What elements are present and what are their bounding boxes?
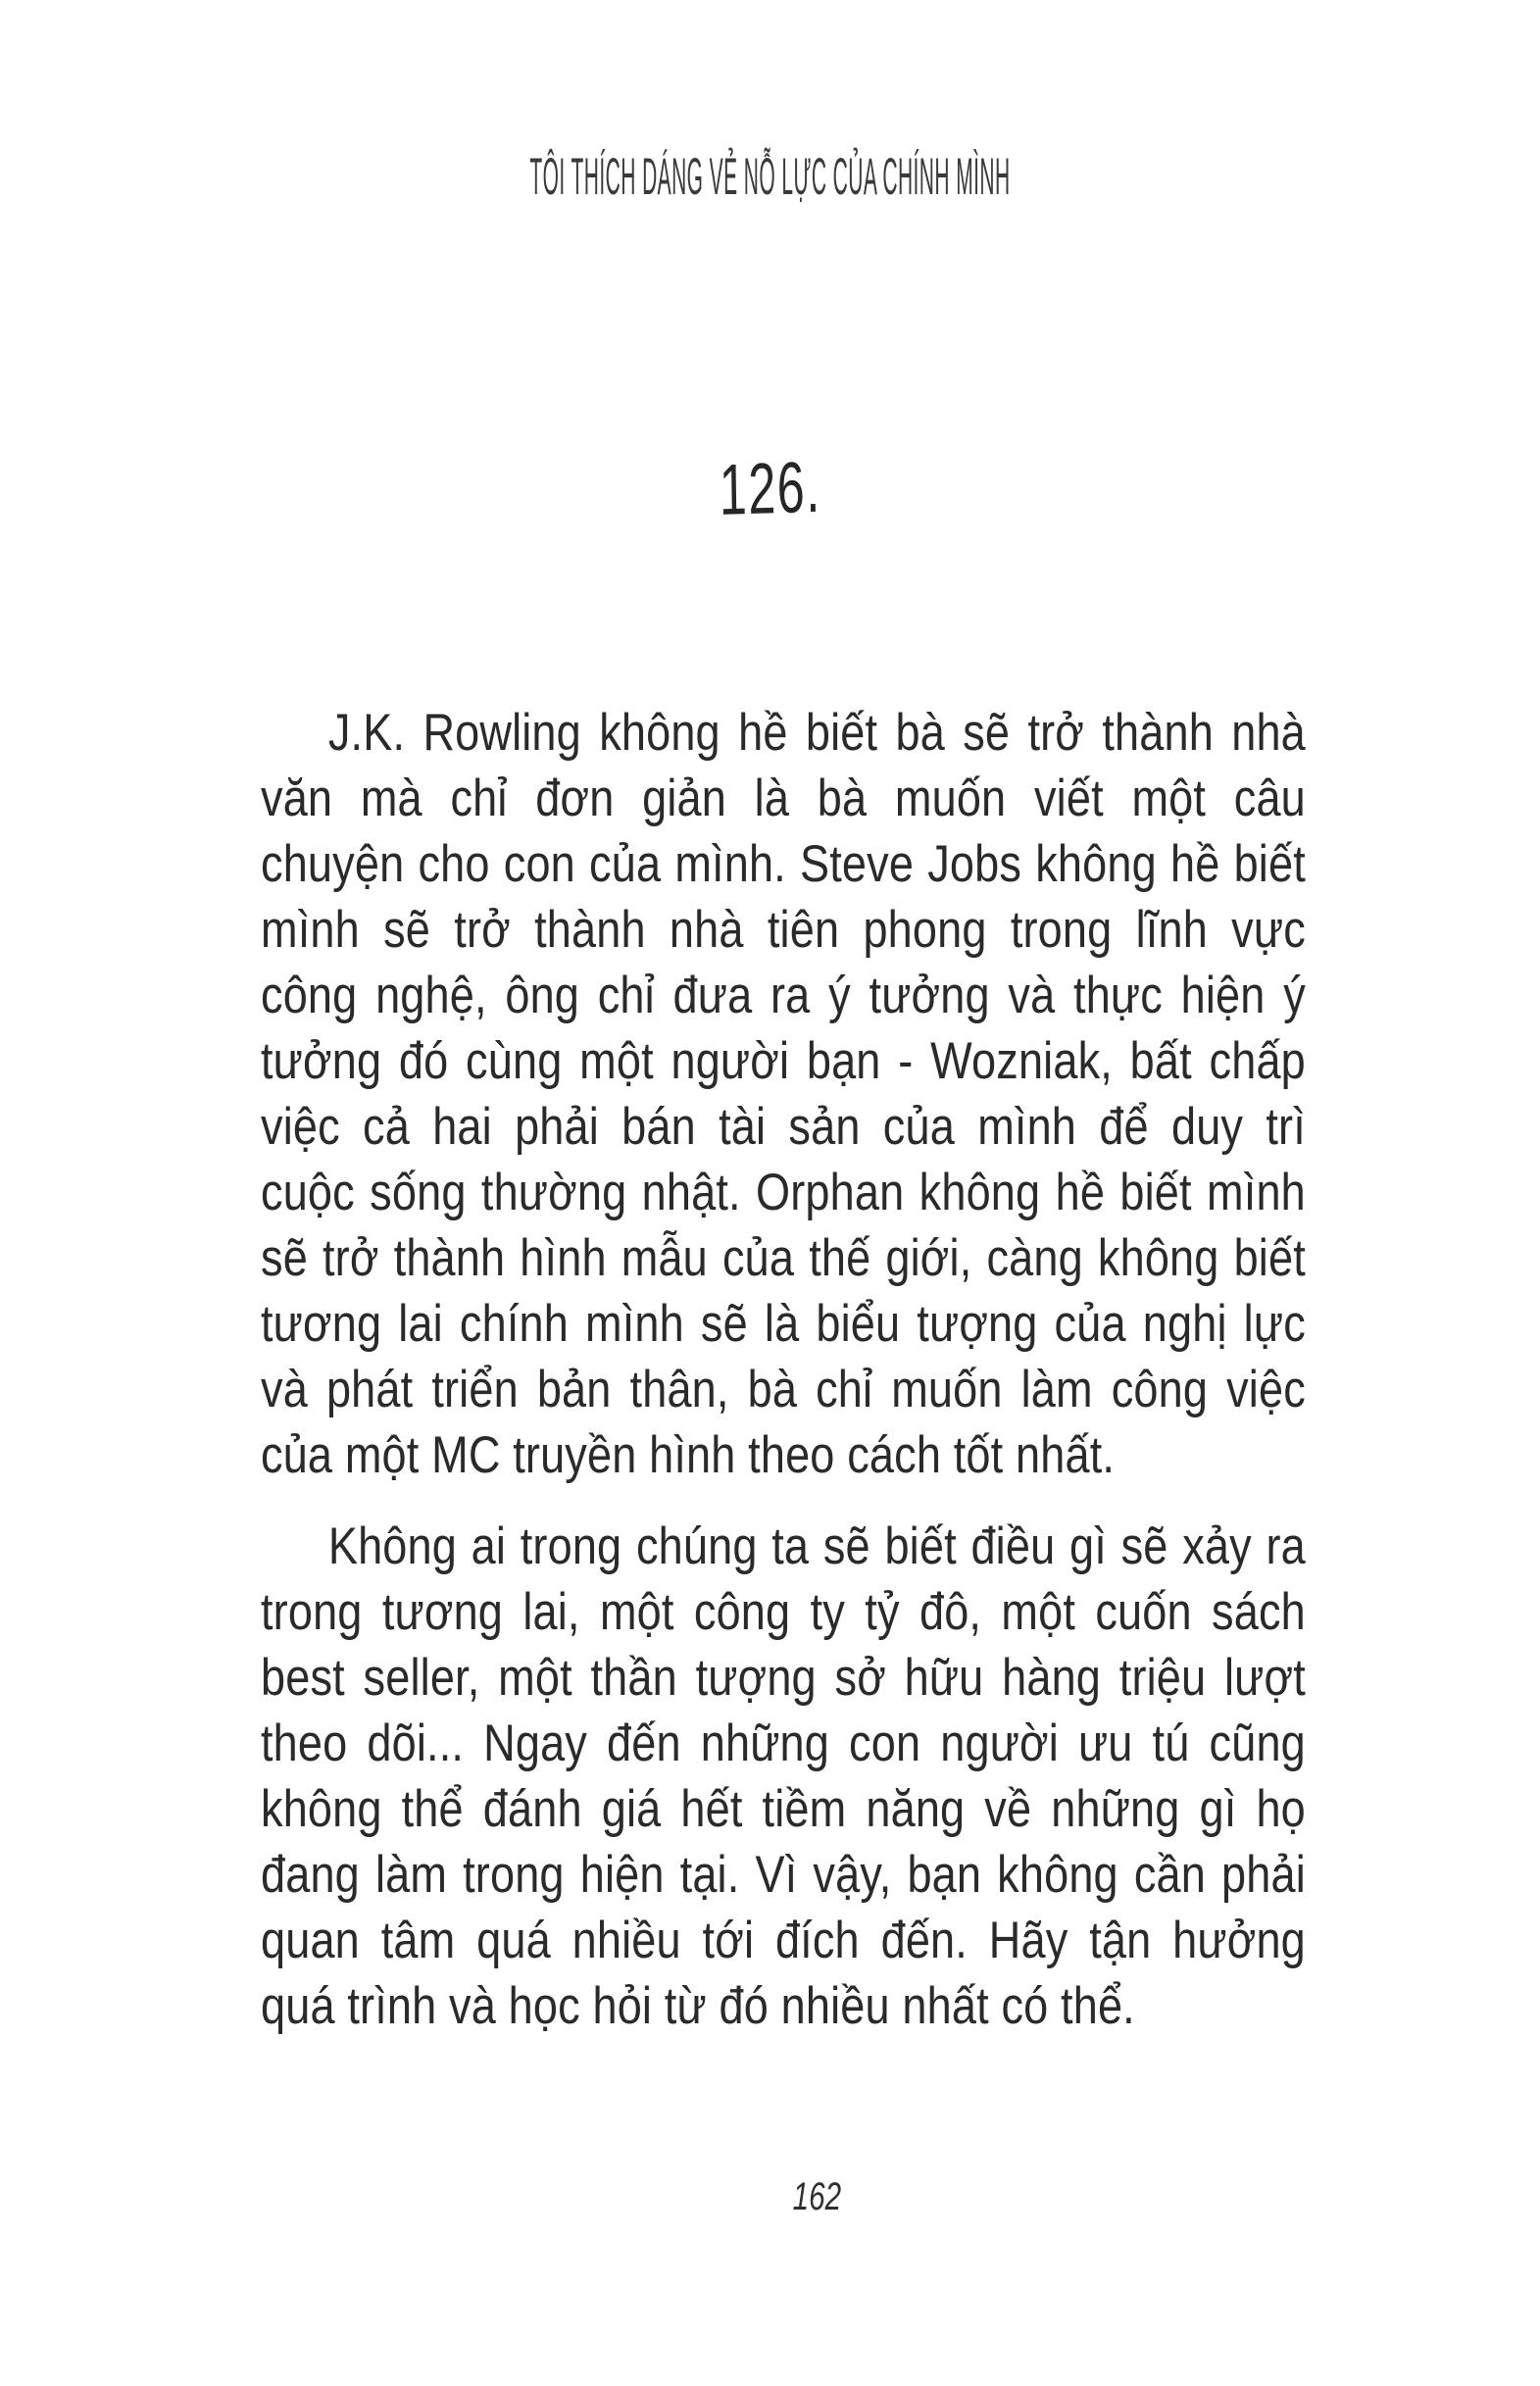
text-line: mình sẽ trở thành nhà tiên phong trong lĩnh vực xyxy=(261,901,1306,959)
text-line: cuộc sống thường nhật. Orphan không hề biết mình xyxy=(261,1164,1306,1221)
text-line: và phát triển bản thân, bà chỉ muốn làm công việc xyxy=(261,1361,1306,1418)
page-number xyxy=(47,2174,1540,2219)
text-line: theo dõi... Ngay đến những con người ưu tú cũng xyxy=(261,1715,1306,1772)
text-line: Không ai trong chúng ta sẽ biết điều gì sẽ xảy ra xyxy=(327,1517,1306,1575)
text-line: sẽ trở thành hình mẫu của thế giới, càng không biết xyxy=(261,1229,1306,1287)
text-line: của một MC truyền hình theo cách tốt nhất. xyxy=(261,1426,1116,1484)
chapter-number xyxy=(0,447,1540,531)
text-line: J.K. Rowling không hề biết bà sẽ trở thành nhà xyxy=(327,704,1306,762)
text-line: đang làm trong hiện tại. Vì vậy, bạn không cần phải xyxy=(261,1846,1306,1904)
running-header-text: TÔI THÍCH DÁNG VẺ NỖ LỰC CỦA CHÍNH MÌNH xyxy=(529,147,1011,206)
text-line: việc cả hai phải bán tài sản của mình để duy trì xyxy=(261,1098,1306,1156)
text-line: quan tâm quá nhiều tới đích đến. Hãy tận hưởng xyxy=(261,1912,1306,1969)
running-header xyxy=(0,145,1540,204)
text-line: không thể đánh giá hết tiềm năng về những gì họ xyxy=(261,1780,1306,1838)
body-text xyxy=(261,700,1306,2039)
text-line: văn mà chỉ đơn giản là bà muốn viết một câu xyxy=(261,770,1306,827)
text-line: trong tương lai, một công ty tỷ đô, một cuốn sách xyxy=(261,1583,1306,1641)
text-line: công nghệ, ông chỉ đưa ra ý tưởng và thực hiện ý xyxy=(261,967,1306,1024)
text-line: quá trình và học hỏi từ đó nhiều nhất có thể. xyxy=(261,1977,1135,2035)
page-number-text: 162 xyxy=(792,2175,842,2218)
chapter-number-text: 126. xyxy=(719,447,822,531)
text-line: best seller, một thần tượng sở hữu hàng triệu lượt xyxy=(261,1649,1306,1707)
paragraph-2 xyxy=(261,1514,1306,2039)
paragraph-1 xyxy=(261,700,1306,1488)
text-line: tương lai chính mình sẽ là biểu tượng của nghị lực xyxy=(261,1295,1306,1353)
text-line: tưởng đó cùng một người bạn - Wozniak, bất chấp xyxy=(261,1032,1306,1090)
text-line: chuyện cho con của mình. Steve Jobs không hề biết xyxy=(261,835,1306,893)
